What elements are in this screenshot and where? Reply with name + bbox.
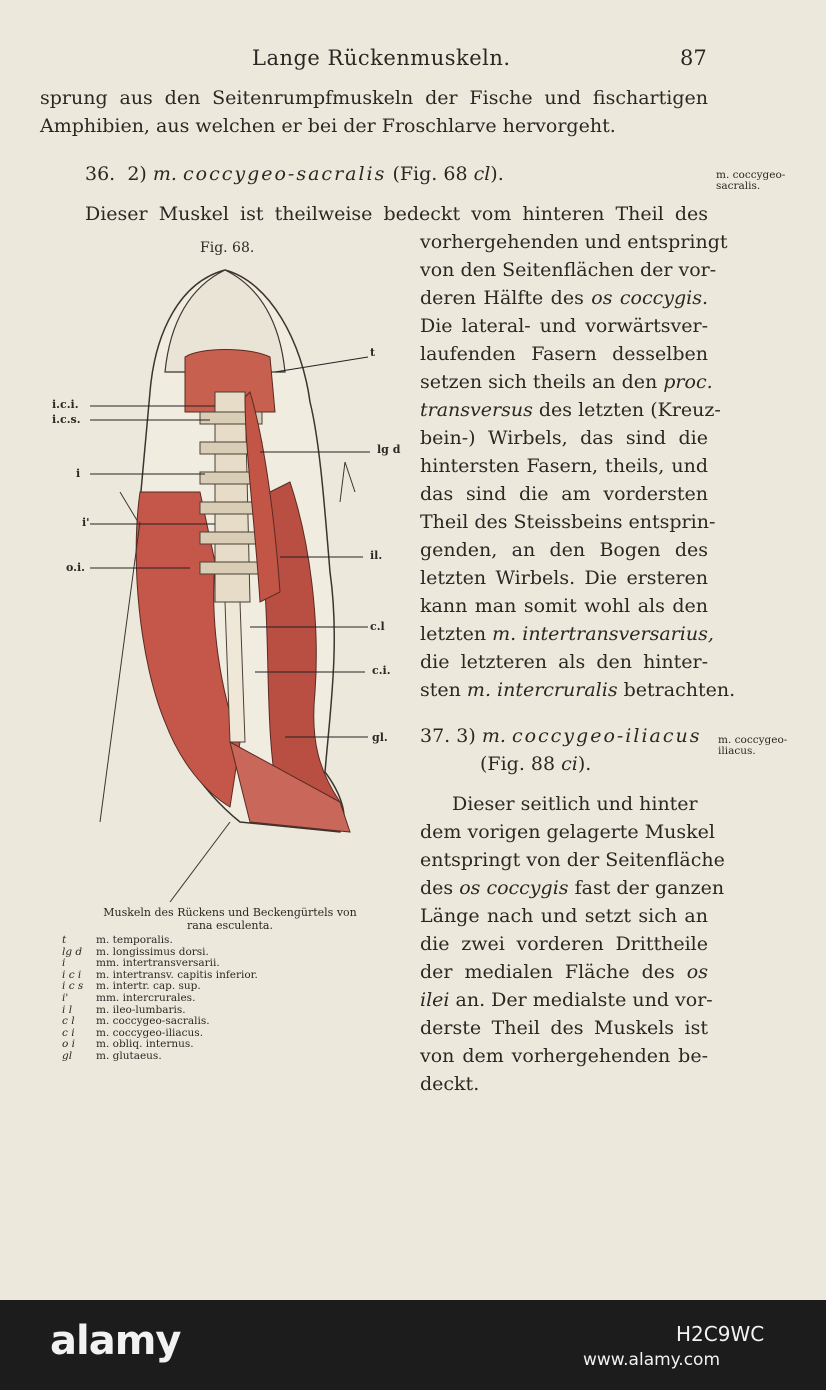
text-line: deren Hälfte des os coccygis. (420, 287, 708, 309)
legend-row: o i m. obliq. internus. (62, 1038, 194, 1051)
figure-caption: Muskeln des Rückens und Beckengürtels von rana esculenta. (103, 906, 357, 932)
text-line: von den Seitenflächen der vor- (420, 259, 717, 281)
callout-cl: c.l (370, 620, 385, 633)
legend-row: i c i m. intertransv. capitis inferior. (62, 968, 258, 981)
callout-oi: o.i. (66, 561, 85, 574)
legend-row: gl m. glutaeus. (62, 1049, 162, 1062)
section-36-first-line: Dieser Muskel ist theilweise bedeckt vom hinteren Theil des (85, 203, 708, 225)
text-line: das sind die am vordersten (420, 483, 708, 505)
legend-row: c l m. coccygeo-sacralis. (62, 1015, 210, 1028)
text-line: sten m. intercruralis betrachten. (420, 679, 736, 701)
legend-row: t m. temporalis. (62, 934, 173, 946)
callout-ics: i.c.s. (52, 413, 81, 426)
text-line: entspringt von der Seitenfläche (420, 849, 725, 871)
callout-icl: i.c.i. (52, 398, 79, 411)
figure-label: Fig. 68. (200, 240, 255, 256)
text-line: vorhergehenden und entspringt (420, 231, 728, 253)
alamy-logo: alamy (50, 1318, 181, 1364)
text-line: die letzteren als den hinter- (420, 651, 708, 673)
callout-i-prime: i' (82, 516, 90, 529)
page-number: 87 (680, 46, 707, 70)
margin-note-37: m. coccygeo- iliacus. (718, 734, 788, 757)
text-line: transversus des letzten (Kreuz- (420, 399, 721, 421)
text-line: hintersten Fasern, theils, und (420, 455, 708, 477)
text-line: ilei an. Der medialste und vor- (420, 989, 713, 1011)
text-line: des os coccygis fast der ganzen (420, 877, 725, 899)
text-line: letzten Wirbels. Die ersteren (420, 567, 708, 589)
legend-row: i l m. ileo-lumbaris. (62, 1003, 186, 1016)
callout-ci: c.i. (372, 664, 391, 677)
intro-line-1: sprung aus den Seitenrumpfmuskeln der Fische und fischartigen (40, 87, 708, 109)
text-line: genden, an den Bogen des (420, 539, 708, 561)
text-line: deckt. (420, 1073, 480, 1095)
section-37-ref: (Fig. 88 ci). (480, 753, 592, 775)
text-line: laufenden Fasern desselben (420, 343, 708, 365)
text-line: Dieser seitlich und hinter (452, 793, 698, 815)
callout-t: t (370, 346, 376, 359)
legend-row: c i m. coccygeo-iliacus. (62, 1026, 204, 1039)
image-id: H2C9WC (676, 1322, 765, 1346)
callout-gl: gl. (372, 731, 388, 744)
legend-row: i' mm. intercrurales. (62, 991, 196, 1004)
text-line: bein-) Wirbels, das sind die (420, 427, 708, 449)
section-36-heading: 36. 2) m. coccygeo-sacralis (Fig. 68 cl). (85, 163, 504, 185)
text-line: Die lateral- und vorwärtsver- (420, 315, 708, 337)
frog-muscle-illustration (40, 262, 420, 902)
text-line: derste Theil des Muskels ist (420, 1017, 708, 1039)
callout-il: il. (370, 549, 383, 562)
text-line: von dem vorhergehenden be- (420, 1045, 708, 1067)
figure-legend (62, 935, 258, 1063)
callout-lgd: lg d (377, 443, 401, 456)
intro-line-2: Amphibien, aus welchen er bei der Froschlarve hervorgeht. (40, 115, 616, 137)
running-header: Lange Rückenmuskeln. (252, 46, 511, 70)
text-line: die zwei vorderen Drittheile (420, 933, 708, 955)
legend-row: i mm. intertransversarii. (62, 957, 220, 970)
text-line: der medialen Fläche des os (420, 961, 708, 983)
text-line: setzen sich theils an den proc. (420, 371, 713, 393)
text-line: Theil des Steissbeins entsprin- (420, 511, 716, 533)
margin-note-36: m. coccygeo- sacralis. (716, 169, 786, 192)
text-line: dem vorigen gelagerte Muskel (420, 821, 715, 843)
site-url: www.alamy.com (583, 1350, 721, 1370)
text-line: kann man somit wohl als den (420, 595, 708, 617)
callout-i: i (76, 467, 81, 480)
legend-row: lg d m. longissimus dorsi. (62, 945, 209, 958)
section-37-heading: 37. 3) m. coccygeo-iliacus (420, 725, 702, 747)
text-line: letzten m. intertransversarius, (420, 623, 714, 645)
legend-row: i c s m. intertr. cap. sup. (62, 980, 201, 993)
text-line: Länge nach und setzt sich an (420, 905, 708, 927)
